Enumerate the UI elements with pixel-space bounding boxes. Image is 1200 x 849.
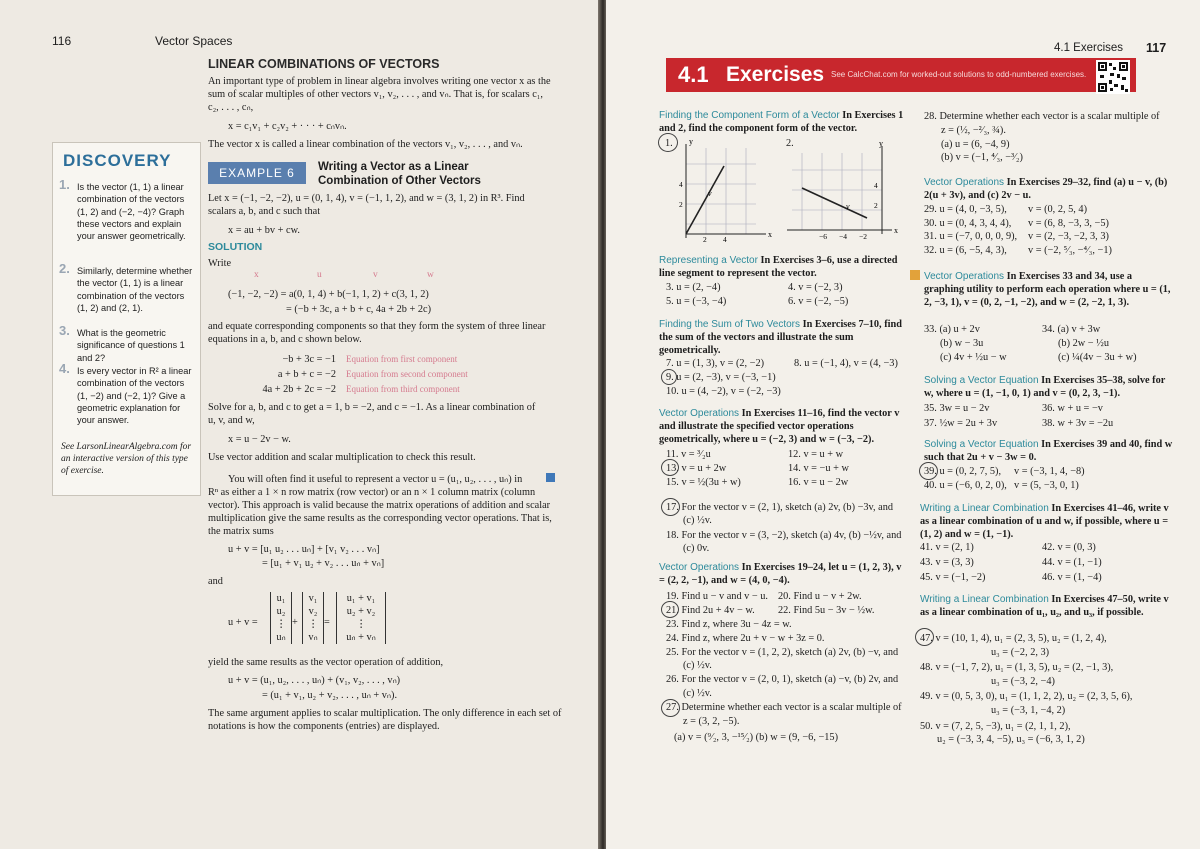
graph-1-label: 1. — [665, 138, 673, 149]
exercises-23-27: 23. Find z, where 3u − 4z = w. 24. Find z, where 2u + v − w + 3z = 0. 25. For the vector v = (1, 2, 2), sketch (a) 2v, (b) −v, and (c) ½v. 26. For the vector v = (2, 0, 1), sketch (a) −v, (b) 2v, and (c) ½v. 27. Determine whether each vector is a scalar multiple of z = (3, 2, −5). (a) v = (⁹⁄₂, 3, −¹⁵⁄₂) (b) w = (9, −6, −15) — [666, 619, 902, 744]
graph-2-tick-x: −4 — [839, 232, 847, 241]
example-title: Writing a Vector as a Linear Combination of Other Vectors — [318, 161, 481, 187]
exercise-circle-27 — [661, 699, 680, 717]
exercise-circle-17 — [661, 498, 680, 516]
exercises-33-34: 33. (a) u + 2v 34. (a) v + 3w (b) w − 3u (b) 2w − ½u (c) 4v + ½u − w (c) ¼(4v − 3u + w) — [924, 324, 1137, 363]
technology-icon — [910, 270, 920, 280]
discovery-box — [52, 142, 201, 496]
discovery-title: DISCOVERY — [63, 151, 172, 170]
exercises-39-40: 39. u = (0, 2, 7, 5), v = (−3, 1, 4, −8) 40. u = (−6, 0, 2, 0), v = (5, −3, 0, 1) — [924, 466, 1085, 491]
running-head: 4.1 Exercises — [1054, 42, 1124, 54]
exercise-18: 18. For the vector v = (3, −2), sketch (a) 4v, (b) −½v, and (c) 0v. — [666, 530, 902, 554]
instr-11-16: Vector Operations In Exercises 11–16, find the vector v and illustrate the specified vector operations geometrically, where u = (−2, 3) and w = (−3, −2). — [659, 408, 900, 445]
instr-29-32: Vector Operations In Exercises 29–32, find (a) u − v, (b) 2(u + 3v), and (c) 2v − u. — [924, 177, 1168, 201]
discovery-question-2: 2. Similarly, determine whether the vector (1, 1) is a linear combination of the vectors (1, 2) and (2, 1). — [59, 261, 193, 313]
linear-system: −b + 3c = −1 a + b + c = −2 4a + 2b + 2c = −2 — [262, 354, 336, 395]
intro-definition: The vector x is called a linear combination of the vectors v₁, v₂, . . . , and vₙ. — [208, 139, 523, 150]
graph-2-tick-x: −2 — [859, 232, 867, 241]
exercises-3-6: 3. u = (2, −4) 4. v = (−2, 3) 5. u = (−3, −4) 6. v = (−2, −5) — [666, 282, 849, 307]
label-x: x — [254, 270, 259, 280]
banner-title: Exercises — [726, 63, 825, 86]
intro-paragraph: An important type of problem in linear algebra involves writing one vector x as the sum of scalar multiples of other vectors v₁, v₂, . . . , and vₙ. That is, for scalars c₁, c₂, . . . , cₙ, — [208, 76, 551, 113]
graph-2-tick-y: 2 — [874, 201, 878, 210]
graph-1 — [666, 138, 776, 244]
example-problem: Let x = (−1, −2, −2), u = (0, 1, 4), v = (−1, 1, 2), and w = (3, 1, 2) in R³. Find scalars a, b, and c such that — [208, 193, 525, 217]
graph-1-tick-x: 2 — [703, 235, 707, 244]
check-text: Use vector addition and scalar multiplication to check this result. — [208, 452, 476, 463]
example-badge: EXAMPLE 6 — [208, 162, 306, 184]
yield-text: yield the same results as the vector operation of addition, — [208, 657, 444, 668]
exercise-17: 17. For the vector v = (2, 1), sketch (a) 2v, (b) −3v, and (c) ½v. — [666, 502, 894, 526]
column-matrix-v: v₁ v₂ ⋮ vₙ — [302, 592, 324, 644]
instr-41-46: Writing a Linear Combination In Exercises 41–46, write v as a linear combination of u and w, if possible, where u = (1, 2) and w = (1, −1). — [920, 503, 1169, 540]
exercises-41-46: 41. v = (2, 1) 42. v = (0, 3) 43. v = (3, 3) 44. v = (1, −1) 45. v = (−1, −2) 46. v = (1, −4) — [920, 542, 1102, 583]
graph-2-y-axis: y — [879, 139, 883, 148]
exercise-circle-9 — [661, 369, 677, 385]
discovery-question-4: 4. Is every vector in R² a linear combination of the vectors (1, −2) and (−2, 1)? Give a geometric explanation for your answer. — [59, 361, 192, 426]
page-number: 116 — [52, 34, 72, 48]
solution-label: SOLUTION — [208, 241, 263, 253]
exercise-28: 28. Determine whether each vector is a scalar multiple of z = (½, −²⁄₃, ¾). (a) u = (6, −4, 9) (b) v = (−1, ⁴⁄₃, −³⁄₂) — [924, 111, 1160, 164]
exercises-7-10: 7. u = (1, 3), v = (2, −2) 8. u = (−1, 4), v = (4, −3) 9. u = (2, −3), v = (−3, −1) 10. u = (4, −2), v = (−2, −3) — [666, 358, 898, 397]
equate-text: and equate corresponding components so that they form the system of three linear equations in a, b, and c shown below. — [208, 321, 546, 345]
exercises-19-22: 19. Find u − v and v − u. 20. Find u − v + 2w. 21. Find 2u + 4v − w. 22. Find 5u − 3v − ½w. — [666, 591, 875, 616]
right-page — [606, 0, 1200, 849]
instr-1-2: Finding the Component Form of a Vector In Exercises 1 and 2, find the component form of the vector. — [659, 110, 904, 134]
exercise-circle-47 — [915, 628, 934, 646]
graph-1-y-axis: y — [689, 138, 693, 146]
plus-sign: + — [292, 617, 298, 628]
instr-33-34: Vector Operations In Exercises 33 and 34, use a graphing utility to perform each operation where u = (1, 2, −3, 1), v = (0, 2, −1, −2), and w = (2, −2, 1, 3). — [924, 271, 1171, 308]
vector-add-1: u + v = (u₁, u₂, . . . , uₙ) + (v₁, v₂, . . . , vₙ) — [228, 675, 401, 686]
qr-code-icon — [1096, 60, 1130, 94]
closing-paragraph: The same argument applies to scalar multiplication. The only difference in each set of notations is how the components (entries) are displayed. — [208, 708, 562, 732]
and-label: and — [208, 576, 223, 587]
discovery-footer: See LarsonLinearAlgebra.com for an interactive version of this type of exercise. — [61, 442, 192, 476]
exercise-circle-21 — [661, 601, 679, 618]
label-v: v — [373, 270, 378, 280]
component-equation: (−1, −2, −2) = a(0, 1, 4) + b(−1, 1, 2) + c(3, 1, 2) — [228, 289, 429, 300]
row-sum-1: u + v = [u₁ u₂ . . . uₙ] + [v₁ v₂ . . . vₙ] — [228, 544, 380, 555]
instr-39-40: Solving a Vector Equation In Exercises 39 and 40, find w such that 2u + v − 3w = 0. — [924, 439, 1173, 463]
graph-1-x-axis: x — [768, 230, 772, 239]
exercises-banner — [666, 58, 1136, 92]
instr-47-50: Writing a Linear Combination In Exercises 47–50, write v as a linear combination of u₁, u₂, and u₃, if possible. — [920, 594, 1169, 618]
column-lhs: u + v = — [228, 617, 258, 628]
instr-35-38: Solving a Vector Equation In Exercises 35–38, solve for w, where u = (1, −1, 0, 1) and v = (0, 2, 3, −1). — [924, 375, 1166, 399]
column-matrix-u: u₁ u₂ ⋮ uₙ — [270, 592, 292, 644]
discovery-question-3: 3. What is the geometric significance of questions 1 and 2? — [59, 323, 185, 363]
exercise-circle-39 — [919, 462, 938, 480]
matrix-paragraph: You will often find it useful to represent a vector u = (u₁, u₂, . . . , uₙ) in Rⁿ as either a 1 × n row matrix (row vector) or an n × 1 column matrix (column vector). This approach is valid because the matrix operations of addition and scalar multiplication give the same results as the corresponding vector operations. That is, the matrix sums — [208, 474, 552, 537]
graph-1-vector-label: v — [708, 189, 712, 198]
exercise-circle-13 — [661, 459, 679, 476]
section-title: LINEAR COMBINATIONS OF VECTORS — [208, 57, 440, 71]
vector-add-2: = (u₁ + v₁, u₂ + v₂, . . . , uₙ + vₙ). — [262, 690, 398, 701]
instr-7-10: Finding the Sum of Two Vectors In Exercises 7–10, find the sum of the vectors and illustrate the sum geometrically. — [659, 319, 902, 356]
example-equation: x = au + bv + cw. — [228, 225, 300, 236]
exercises-29-32: 29. u = (4, 0, −3, 5), v = (0, 2, 5, 4) 30. u = (0, 4, 3, 4, 4), v = (6, 8, −3, 3, −5) 31. u = (−7, 0, 0, 0, 9), v = (2, −3, −2, 3, 3) 32. u = (6, −5, 4, 3), v = (−2, ⁵⁄₃, −⁴⁄₃, −1) — [924, 204, 1112, 256]
component-equation-2: = (−b + 3c, a + b + c, 4a + 2b + 2c) — [286, 304, 432, 315]
label-u: u — [317, 270, 322, 280]
instr-19-24: Vector Operations In Exercises 19–24, let u = (1, 2, 3), v = (2, 2, −1), and w = (4, 0, −4). — [659, 562, 902, 586]
exercises-11-16: 11. v = ³⁄₂u 12. v = u + w 13. v = u + 2w 14. v = −u + w 15. v = ½(3u + w) 16. v = u − 2w — [666, 449, 849, 488]
banner-note: See CalcChat.com for worked-out solutions to odd-numbered exercises. — [831, 70, 1087, 79]
running-head: Vector Spaces — [155, 34, 233, 48]
exercises-35-38: 35. 3w = u − 2v 36. w + u = −v 37. ½w = 2u + 3v 38. w + 3v = −2u — [924, 403, 1114, 429]
label-w: w — [427, 270, 434, 280]
graph-1-tick-y: 4 — [679, 180, 683, 189]
column-matrix-sum: u₁ + v₁ u₂ + v₂ ⋮ uₙ + vₙ — [336, 592, 386, 644]
graph-2-vector-label: v — [846, 202, 850, 211]
graph-2-tick-y: 4 — [874, 181, 878, 190]
page-number: 117 — [1146, 41, 1167, 55]
system-notes: Equation from first component Equation from second component Equation from third component — [346, 354, 468, 394]
intro-equation: x = c₁v₁ + c₂v₂ + · · · + cₙvₙ. — [228, 121, 347, 132]
discovery-question-1: 1. Is the vector (1, 1) a linear combination of the vectors (1, 2) and (−2, −4)? Graph these vectors and explain your answer geometrically. — [59, 177, 186, 242]
graph-2-label: 2. — [786, 138, 794, 149]
equals-sign: = — [324, 617, 330, 628]
instr-3-6: Representing a Vector In Exercises 3–6, use a directed line segment to represent the vector. — [659, 255, 898, 279]
graph-2 — [782, 138, 902, 244]
graph-2-tick-x: −6 — [819, 232, 827, 241]
row-sum-2: = [u₁ + v₁ u₂ + v₂ . . . uₙ + vₙ] — [262, 558, 385, 569]
graph-1-tick-y: 2 — [679, 200, 683, 209]
solve-text: Solve for a, b, and c to get a = 1, b = −2, and c = −1. As a linear combination of u, v, and w, — [208, 402, 536, 426]
banner-number: 4.1 — [678, 62, 709, 87]
write-label: Write — [208, 258, 232, 269]
graph-1-tick-x: 4 — [723, 235, 727, 244]
graph-2-x-axis: x — [894, 226, 898, 235]
result-equation: x = u − 2v − w. — [228, 434, 291, 445]
exercises-47-50: 47. v = (10, 1, 4), u₁ = (2, 3, 5), u₂ = (1, 2, 4), u₃ = (−2, 2, 3) 48. v = (−1, 7, 2), u₁ = (1, 3, 5), u₂ = (2, −1, 3), u₃ = (−3, 2, −4) 49. v = (0, 5, 3, 0), u₁ = (1, 1, 2, 2), u₂ = (2, 3, 5, 6), u₃ = (−3, 1, −4, 2) 50. v = (7, 2, 5, −3), u₁ = (2, 1, 1, 2), u₂ = (−3, 3, 4, −5), u₃ = (−6, 3, 1, 2) — [920, 633, 1133, 746]
